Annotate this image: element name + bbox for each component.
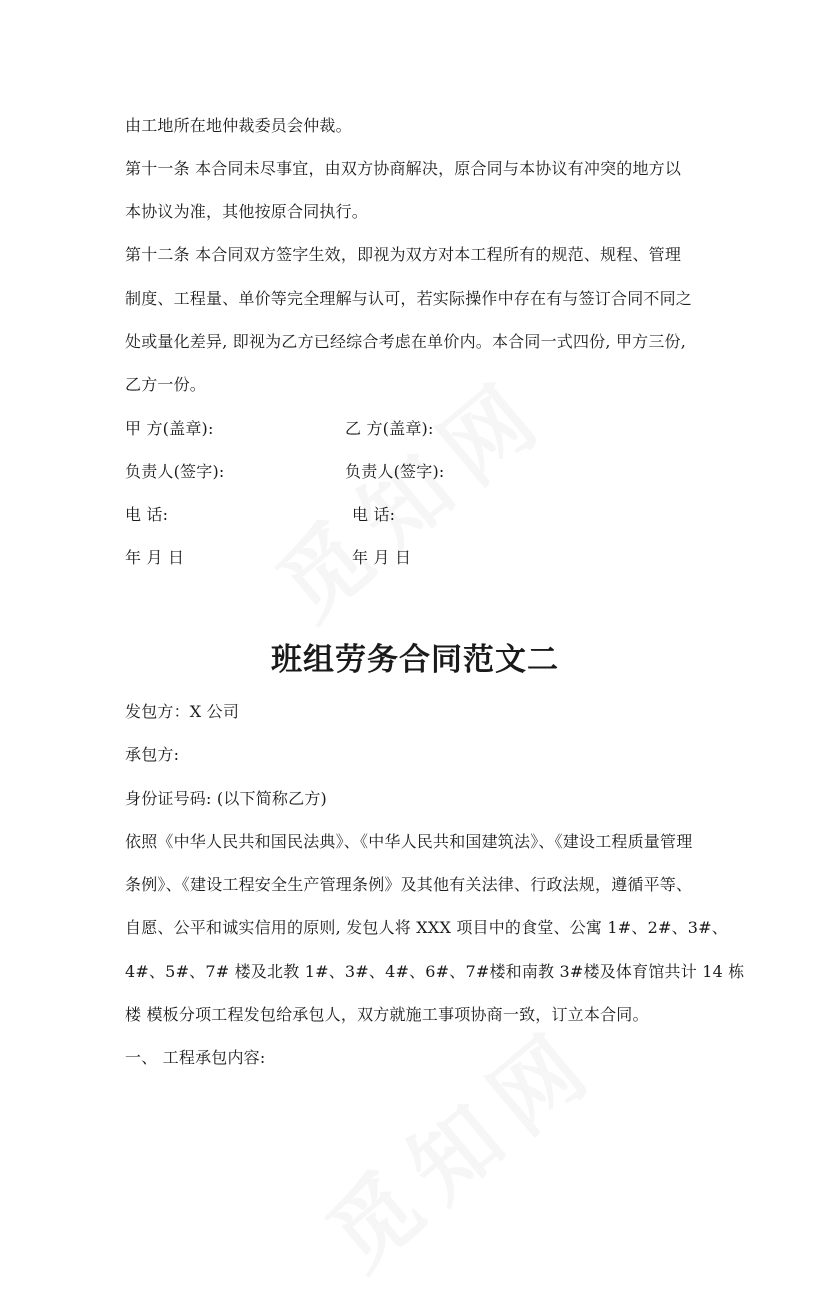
party-a-date-label: 年 月 日: [125, 548, 185, 567]
paragraph-line: 4#、5#、7# 楼及北教 1#、3#、4#、6#、7#楼和南教 3#楼及体育馆共计 14 栋: [125, 962, 745, 981]
section-heading: 一、 工程承包内容:: [125, 1048, 266, 1067]
party-b-date-label: 年 月 日: [352, 548, 412, 567]
paragraph-line: 制度、工程量、单价等完全理解与认可，若实际操作中存在有与签订合同不同之: [125, 289, 693, 308]
paragraph-line: 本协议为准，其他按原合同执行。: [125, 202, 369, 221]
party-b-responsible-label: 负责人(签字):: [345, 462, 445, 481]
paragraph-line: 条例》、《建设工程安全生产管理条例》及其他有关法律、行政法规，遵循平等、: [125, 875, 693, 894]
paragraph-line: 第十一条 本合同未尽事宜，由双方协商解决，原合同与本协议有冲突的地方以: [125, 159, 682, 178]
contractor-line: 承包方:: [125, 745, 180, 764]
party-a-phone-label: 电 话:: [125, 505, 169, 524]
paragraph-line: 第十二条 本合同双方签字生效，即视为双方对本工程所有的规范、规程、管理: [125, 245, 682, 264]
watermark: [247, 343, 572, 644]
party-b-seal-label: 乙 方(盖章):: [345, 419, 434, 438]
paragraph-line: 楼 模板分项工程发包给承包人，双方就施工事项协商一致，订立本合同。: [125, 1005, 649, 1024]
paragraph-line: 自愿、公平和诚实信用的原则, 发包人将 XXX 项目中的食堂、公寓 1#、2#、3#、: [125, 918, 728, 937]
watermark-bottom: [297, 993, 622, 1293]
contractor-issuer-line: 发包方：X 公司: [125, 702, 240, 721]
paragraph-line: 由工地所在地仲裁委员会仲裁。: [125, 116, 352, 135]
party-a-seal-label: 甲 方(盖章):: [125, 419, 214, 438]
paragraph-line: 依照《中华人民共和国民法典》、《中华人民共和国建筑法》、《建设工程质量管理: [125, 832, 693, 851]
paragraph-line: 乙方一份。: [125, 375, 207, 394]
party-b-phone-label: 电 话:: [352, 505, 396, 524]
document-title: 班组劳务合同范文二: [271, 642, 559, 678]
paragraph-line: 处或量化差异, 即视为乙方已经综合考虑在单价内。本合同一式四份, 甲方三份,: [125, 332, 687, 351]
id-number-line: 身份证号码: (以下简称乙方): [125, 789, 327, 808]
party-a-responsible-label: 负责人(签字):: [125, 462, 225, 481]
